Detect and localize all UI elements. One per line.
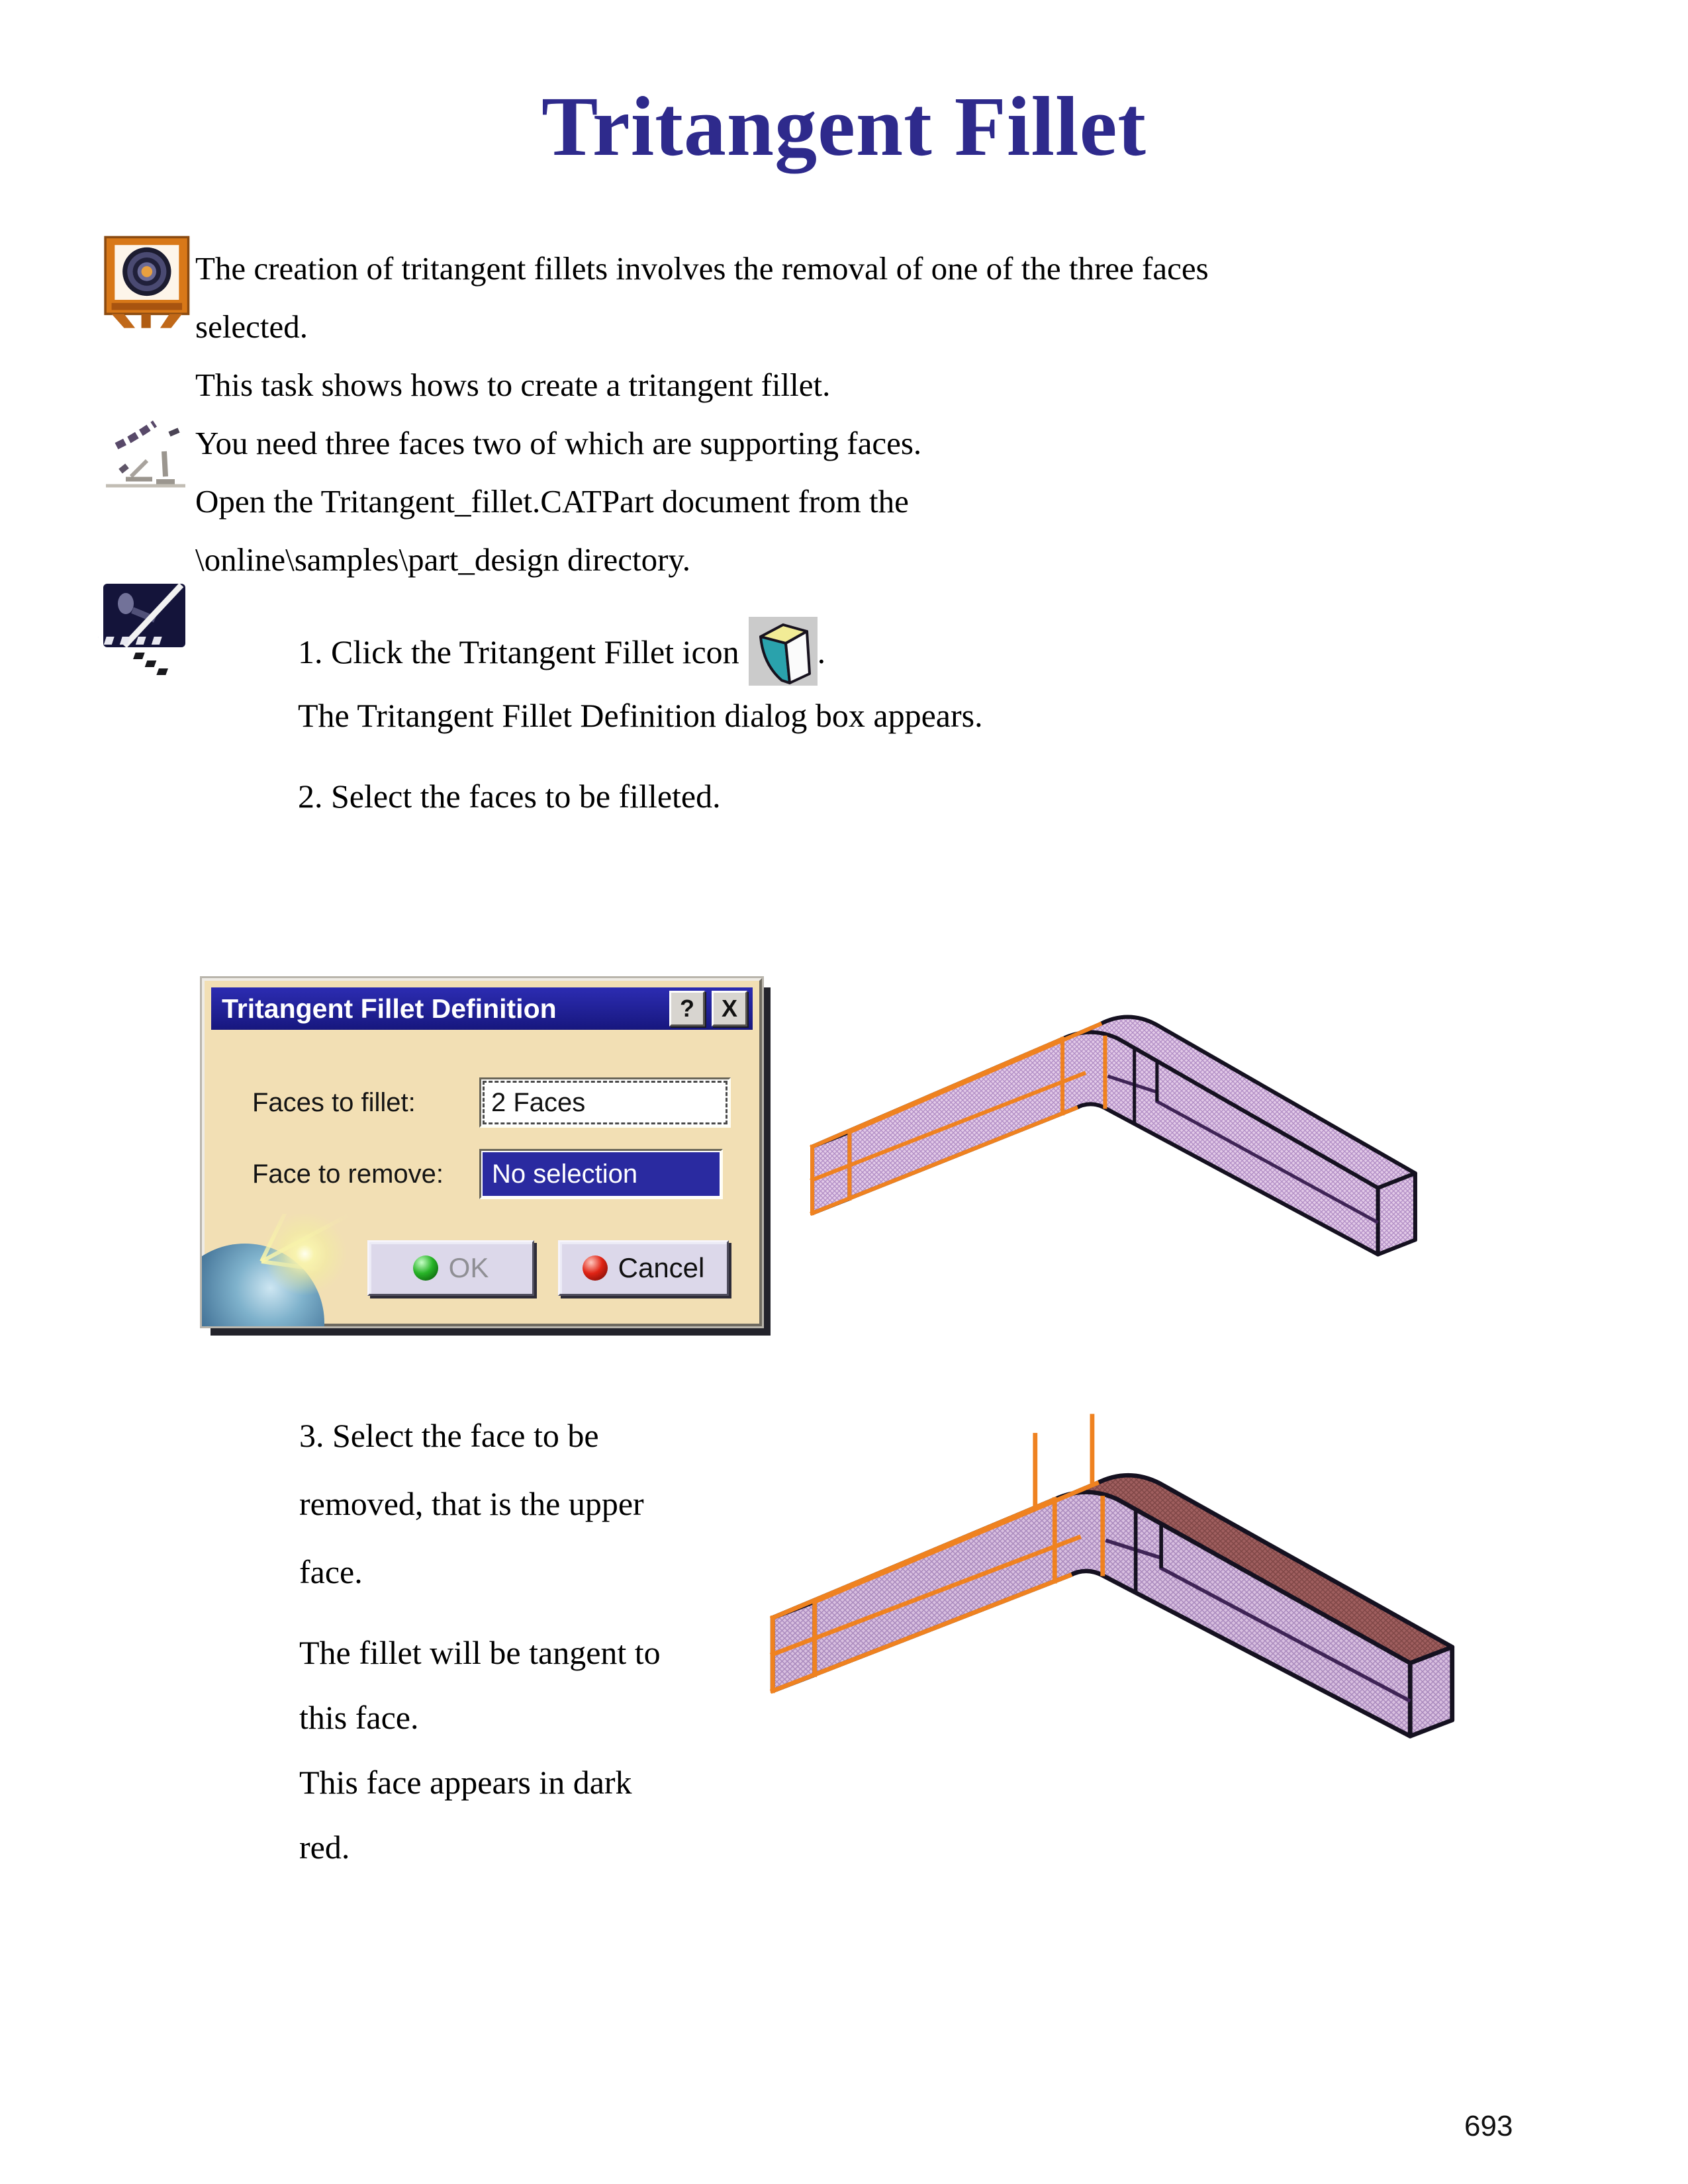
model-face-to-remove-image [760,1411,1465,1762]
faces-to-fillet-field[interactable] [479,1077,731,1128]
step-3-note-line: The fillet will be tangent to [299,1634,661,1671]
intro-line: selected. [195,308,308,345]
face-to-remove-value: No selection [483,1152,720,1196]
tritangent-fillet-definition-dialog [202,978,762,1326]
dialog-titlebar[interactable] [211,987,753,1030]
globe-earth-icon [202,1214,367,1326]
step-1-period: . [817,633,826,670]
tritangent-fillet-icon[interactable] [749,617,818,686]
step-3 [299,1402,644,1606]
page-title: Tritangent Fillet [541,79,1147,173]
cancel-button[interactable] [558,1240,729,1296]
red-sphere-icon [583,1255,608,1281]
faces-to-fillet-value: 2 Faces [483,1081,727,1124]
intro-line: \online\samples\part_design directory. [195,541,690,578]
close-button[interactable]: X [712,991,747,1026]
step-1-note: The Tritangent Fillet Definition dialog box appears. [298,697,983,734]
face-to-remove-label: Face to remove: [252,1160,444,1189]
step-3-note [299,1620,661,1880]
scenario-icon [98,581,212,682]
help-button[interactable]: ? [669,991,705,1026]
step-2: 2. Select the faces to be filleted. [298,778,721,815]
faces-to-fillet-label: Faces to fillet: [252,1088,416,1117]
green-sphere-icon [413,1255,438,1281]
step-3-note-line: red. [299,1829,350,1866]
target-icon [101,236,195,330]
model-faces-selected-image [804,987,1423,1275]
intro-line: Open the Tritangent_fillet.CATPart document from the [195,483,909,520]
front-face [773,1492,1410,1737]
front-face [812,1032,1378,1255]
step-1 [298,617,825,686]
step-3-line: 3. Select the face to be [299,1417,599,1454]
face-to-remove-field[interactable] [479,1149,723,1199]
intro-line: This task shows hows to create a tritangent fillet. [195,367,831,403]
intro-paragraph [195,240,1209,589]
step-3-line: removed, that is the upper [299,1485,644,1522]
step-1-text: 1. Click the Tritangent Fillet icon [298,633,739,670]
cancel-label: Cancel [618,1252,705,1283]
dialog-title: Tritangent Fillet Definition [222,993,557,1024]
intro-line: You need three faces two of which are supporting faces. [195,425,922,461]
ok-label: OK [448,1252,489,1283]
page-number: 693 [1464,2110,1513,2142]
ok-button[interactable] [367,1240,534,1296]
step-3-note-line: this face. [299,1699,419,1736]
step-3-note-line: This face appears in dark [299,1764,632,1801]
intro-line: The creation of tritangent fillets involves the removal of one of the three faces [195,250,1209,287]
step-3-line: face. [299,1553,363,1590]
pen-icon [91,405,197,498]
